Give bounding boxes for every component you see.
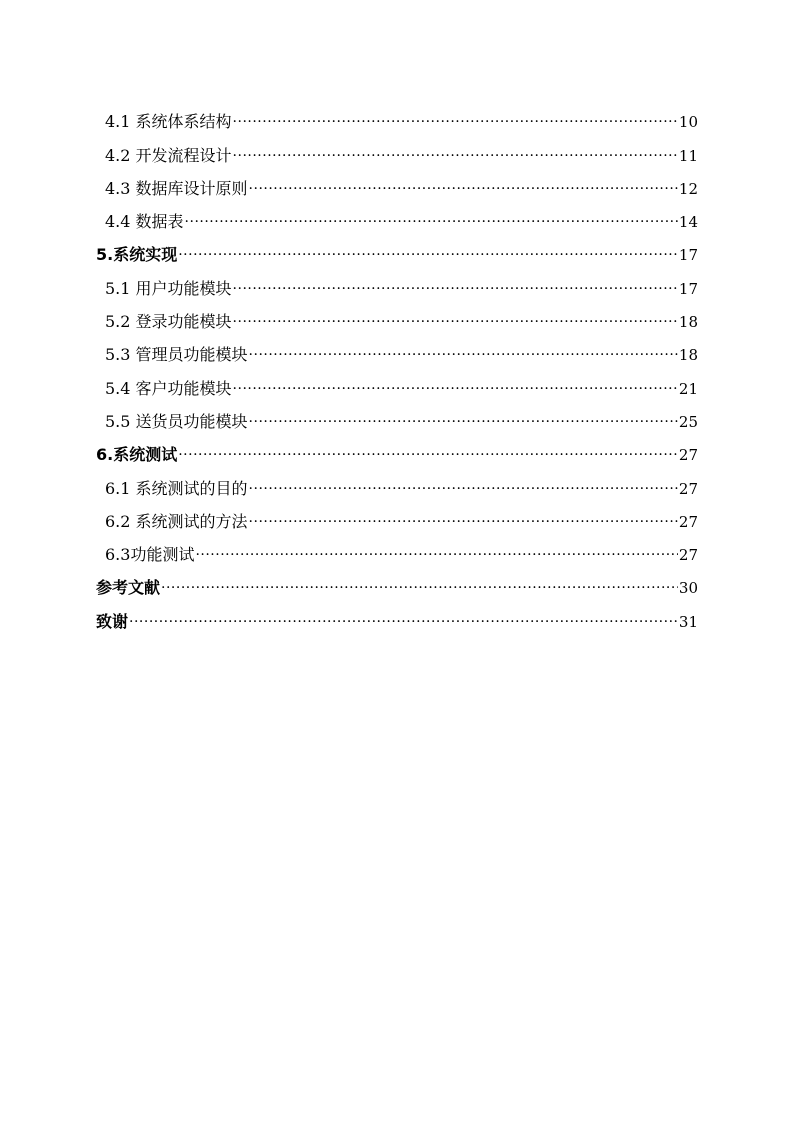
dot-leader	[249, 345, 678, 365]
toc-entry-6-3[interactable]	[96, 532, 698, 565]
toc-entry-4-1[interactable]	[96, 99, 698, 132]
toc-entry-title: 6.系统测试	[96, 445, 178, 465]
toc-entry-title: 6.3功能测试	[105, 545, 195, 565]
dot-leader	[195, 545, 677, 565]
toc-entry-title: 5.5 送货员功能模块	[105, 411, 248, 431]
toc-entry-title: 5.4 客户功能模块	[105, 378, 232, 398]
dot-leader	[233, 312, 678, 332]
toc-entry-title: 5.1 用户功能模块	[105, 278, 232, 298]
toc-entry-5-3[interactable]	[96, 332, 698, 365]
toc-entry-5-2[interactable]	[96, 299, 698, 332]
dot-leader	[185, 212, 678, 232]
toc-entry-page: 21	[678, 379, 698, 398]
toc-entry-page: 25	[678, 412, 698, 431]
toc-entry-4-4[interactable]	[96, 199, 698, 232]
toc-entry-page: 11	[678, 146, 698, 165]
toc-entry-5-1[interactable]	[96, 265, 698, 298]
toc-entry-6-1[interactable]	[96, 465, 698, 498]
toc-entry-page: 27	[678, 479, 698, 498]
toc-entry-title: 4.1 系统体系结构	[105, 112, 232, 132]
toc-entry-title: 4.3 数据库设计原则	[105, 178, 248, 198]
dot-leader	[233, 379, 678, 399]
dot-leader	[249, 512, 678, 532]
toc-entry-4-3[interactable]	[96, 166, 698, 199]
toc-entry-page: 31	[678, 612, 698, 631]
dot-leader	[129, 612, 678, 632]
toc-entry-title: 5.3 管理员功能模块	[105, 345, 248, 365]
toc-entry-page: 27	[678, 446, 698, 465]
toc-entry-page: 10	[678, 113, 698, 132]
toc-entry-page: 17	[678, 279, 698, 298]
toc-entry-title: 4.4 数据表	[105, 212, 184, 232]
dot-leader	[249, 479, 678, 499]
dot-leader	[161, 578, 678, 598]
dot-leader	[178, 445, 678, 465]
toc-entry-page: 14	[678, 213, 698, 232]
toc-entry-chapter-5[interactable]	[96, 232, 698, 265]
toc-entry-references[interactable]	[96, 565, 698, 598]
toc-entry-title: 6.2 系统测试的方法	[105, 511, 248, 531]
toc-entry-page: 18	[678, 313, 698, 332]
toc-entry-page: 17	[678, 246, 698, 265]
dot-leader	[233, 146, 678, 166]
dot-leader	[233, 112, 678, 132]
toc-entry-page: 12	[678, 179, 698, 198]
toc-entry-page: 27	[678, 546, 698, 565]
toc-entry-title: 5.2 登录功能模块	[105, 312, 232, 332]
toc-entry-page: 27	[678, 512, 698, 531]
toc-entry-4-2[interactable]	[96, 132, 698, 165]
toc-entry-chapter-6[interactable]	[96, 432, 698, 465]
toc-entry-title: 5.系统实现	[96, 245, 178, 265]
toc-entry-title: 参考文献	[96, 578, 161, 598]
dot-leader	[178, 245, 678, 265]
toc-entry-acknowledgements[interactable]	[96, 598, 698, 631]
dot-leader	[233, 279, 678, 299]
toc-entry-5-5[interactable]	[96, 399, 698, 432]
toc-entry-page: 30	[678, 579, 698, 598]
toc-entry-title: 4.2 开发流程设计	[105, 145, 232, 165]
dot-leader	[249, 179, 678, 199]
toc-entry-5-4[interactable]	[96, 365, 698, 398]
toc-entry-6-2[interactable]	[96, 499, 698, 532]
dot-leader	[249, 412, 678, 432]
toc-entry-title: 致谢	[96, 611, 129, 631]
toc-entry-title: 6.1 系统测试的目的	[105, 478, 248, 498]
toc-entry-page: 18	[678, 346, 698, 365]
table-of-contents	[96, 99, 698, 632]
